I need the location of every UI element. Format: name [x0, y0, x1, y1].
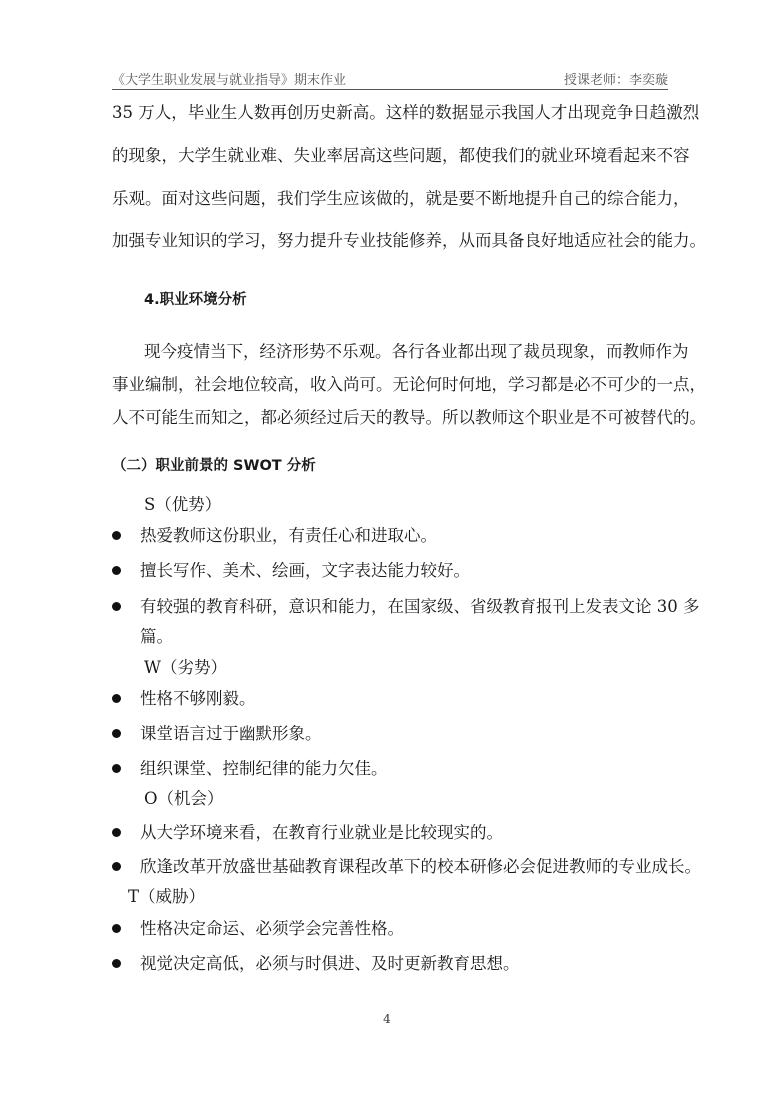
swot-s-item-2: 擅长写作、美术、绘画，文字表达能力较好。 [140, 561, 470, 580]
intro-line-4: 加强专业知识的学习，努力提升专业技能修养，从而具备良好地适应社会的能力。 [112, 231, 706, 250]
page-number: 4 [383, 1012, 391, 1026]
intro-line-2: 的现象，大学生就业难、失业率居高这些问题，都使我们的就业环境看起来不容 [112, 146, 690, 165]
section4-line-1: 现今疫情当下，经济形势不乐观。各行各业都出现了裁员现象，而教师作为 [144, 342, 689, 361]
swot-s-label: S（优势） [144, 495, 222, 514]
bullet-icon [112, 694, 121, 703]
bullet-icon [112, 764, 121, 773]
swot-w-label: W（劣势） [144, 658, 227, 677]
swot-s-item-3-cont: 篇。 [140, 627, 173, 646]
swot-o-item-1: 从大学环境来看，在教育行业就业是比较现实的。 [140, 823, 503, 842]
section4-line-2: 事业编制，社会地位较高，收入尚可。无论何时何地，学习都是必不可少的一点， [112, 375, 706, 394]
swot-o-item-2: 欣逢改革开放盛世基础教育课程改革下的校本研修必会促进教师的专业成长。 [140, 857, 701, 876]
swot-w-item-2: 课堂语言过于幽默形象。 [140, 724, 322, 743]
bullet-icon [112, 959, 121, 968]
section4-heading: 4.职业环境分析 [144, 292, 247, 308]
intro-line-1: 35 万人，毕业生人数再创历史新高。这样的数据显示我国人才出现竞争日趋激烈 [112, 103, 700, 122]
swot-o-label: O（机会） [144, 789, 224, 808]
bullet-icon [112, 531, 121, 540]
section4-line-3: 人不可能生而知之，都必须经过后天的教导。所以教师这个职业是不可被替代的。 [112, 408, 706, 427]
bullet-icon [112, 729, 121, 738]
bullet-icon [112, 602, 121, 611]
swot-s-item-3: 有较强的教育科研，意识和能力，在国家级、省级教育报刊上发表文论 30 多 [140, 597, 700, 616]
swot-heading: （二）职业前景的 SWOT 分析 [112, 458, 316, 474]
bullet-icon [112, 924, 121, 933]
header-teacher: 授课老师：李奕璇 [563, 73, 668, 88]
swot-w-item-3: 组织课堂、控制纪律的能力欠佳。 [140, 759, 388, 778]
bullet-icon [112, 862, 121, 871]
swot-t-label: T（威胁） [128, 887, 206, 906]
swot-w-item-1: 性格不够刚毅。 [140, 689, 256, 708]
header-title: 《大学生职业发展与就业指导》期末作业 [112, 73, 347, 88]
swot-s-item-1: 热爱教师这份职业，有责任心和进取心。 [140, 526, 437, 545]
bullet-icon [112, 828, 121, 837]
intro-line-3: 乐观。面对这些问题，我们学生应该做的，就是要不断地提升自己的综合能力， [112, 189, 690, 208]
bullet-icon [112, 566, 121, 575]
swot-t-item-2: 视觉决定高低，必须与时俱进、及时更新教育思想。 [140, 954, 520, 973]
swot-t-item-1: 性格决定命运、必须学会完善性格。 [140, 919, 404, 938]
page-header [112, 67, 668, 90]
